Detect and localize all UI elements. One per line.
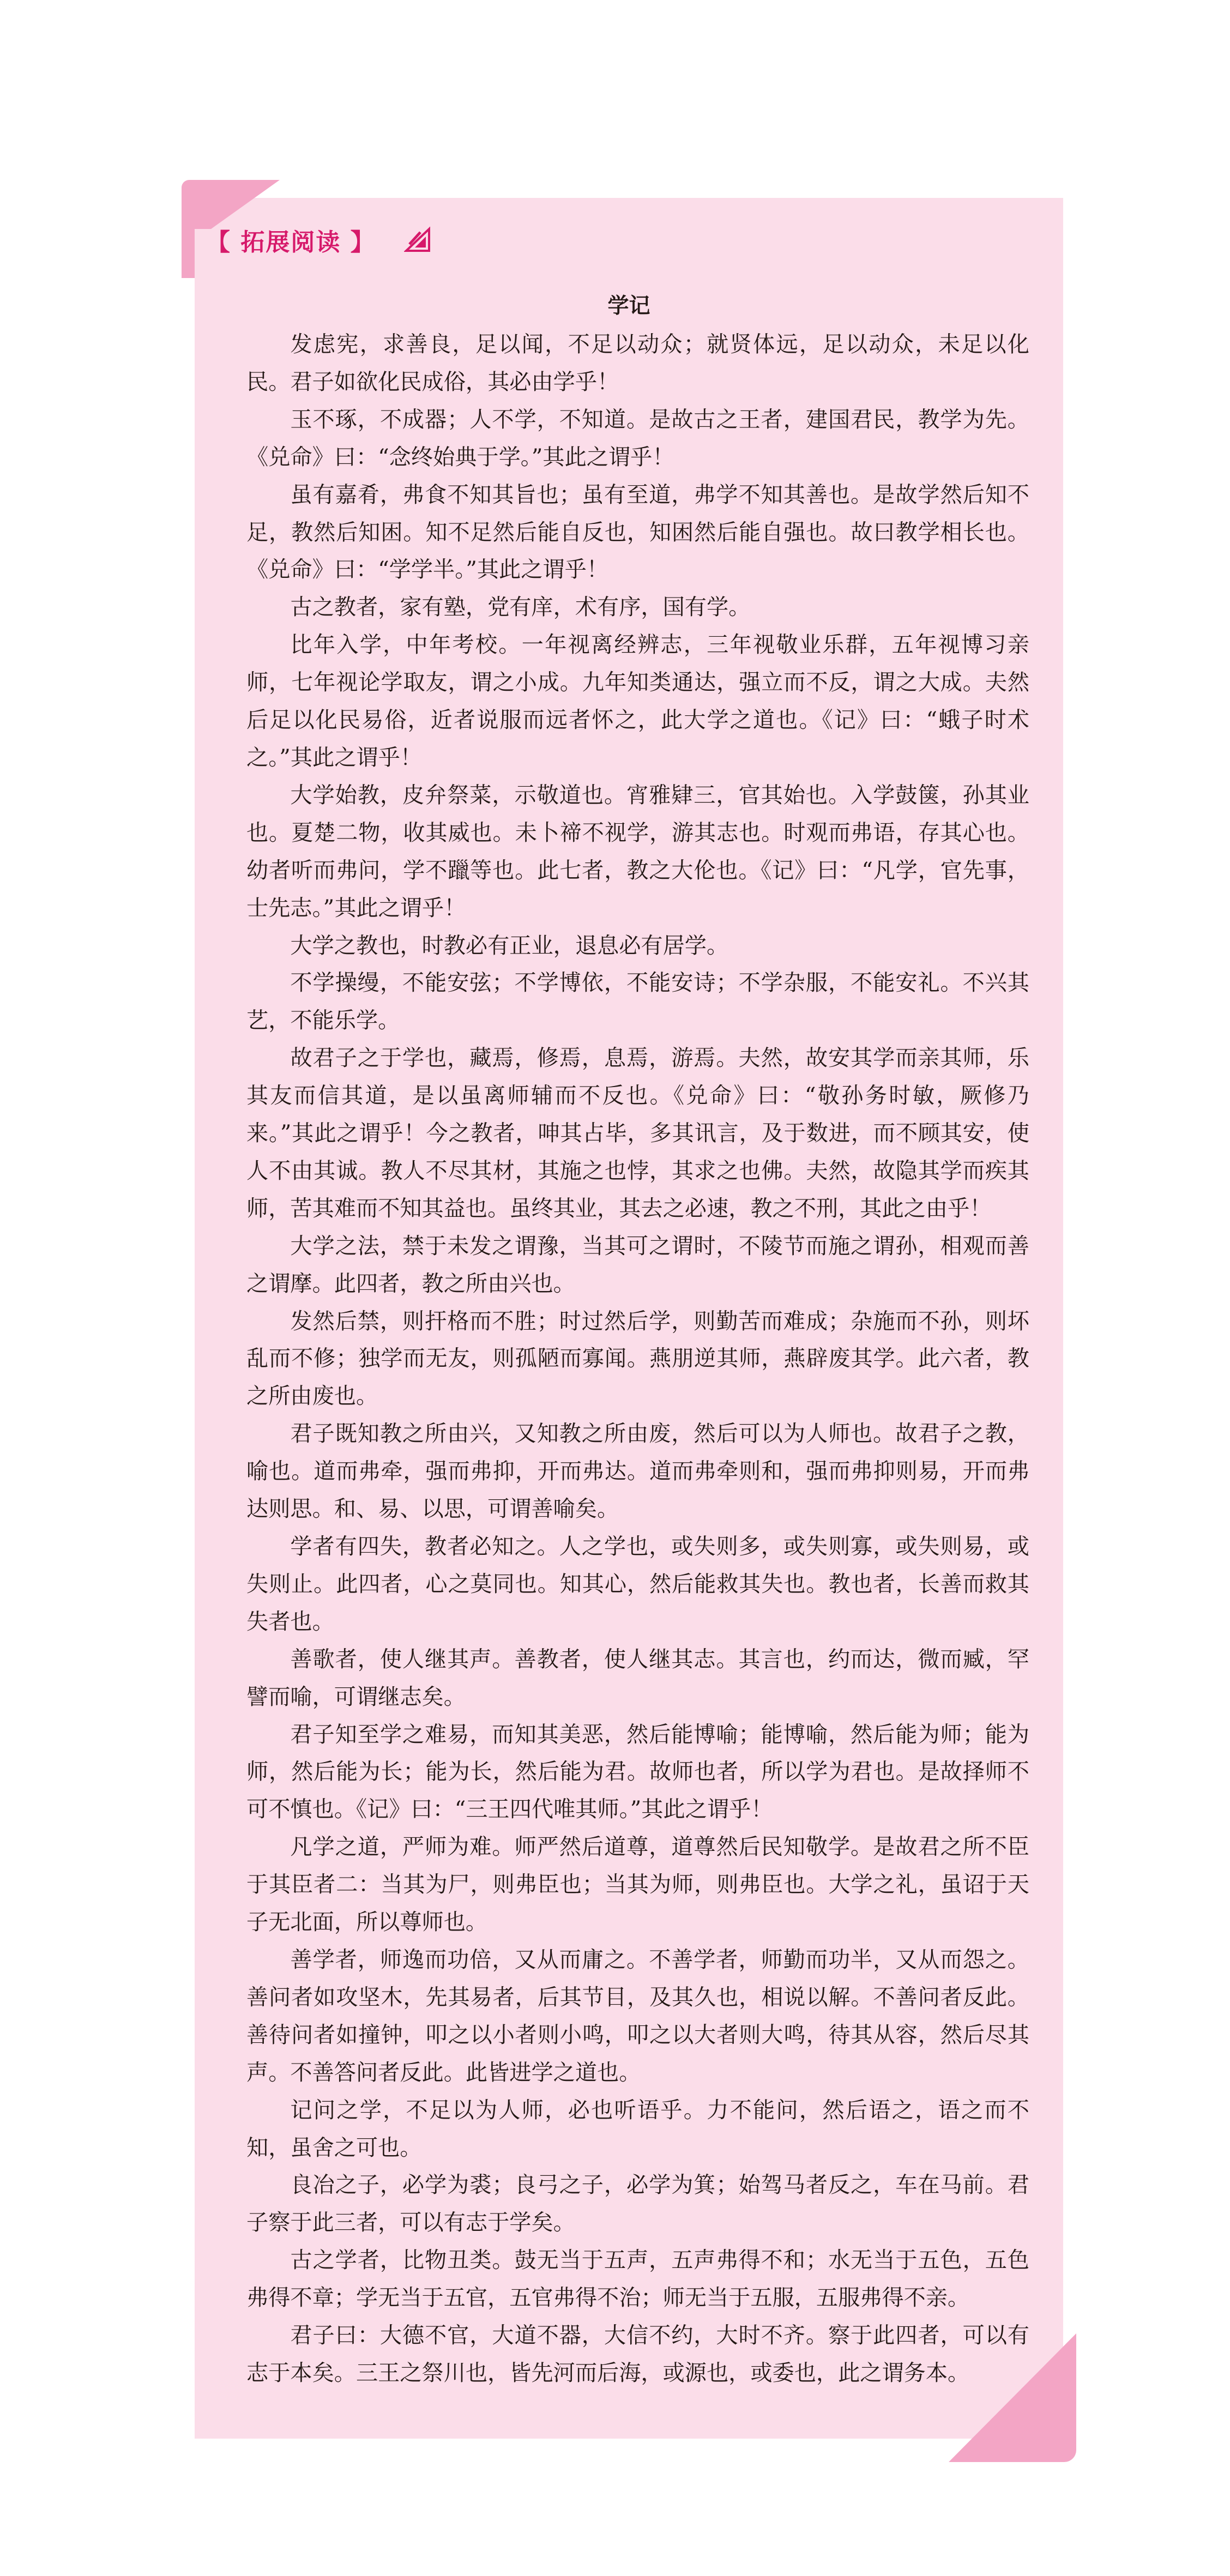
paragraph: 故君子之于学也，藏焉，修焉，息焉，游焉。夫然，故安其学而亲其师，乐其友而信其道，是以虽离师辅而不反也。《兑命》曰：“敬孙务时敏，厥修乃来。”其此之谓乎！今之教者，呻其占毕，多其讯言，及于数进，而不顾其安，使人不由其诚。教人不尽其材，其施之也悖，其求之也佛。夫然，故隐其学而疾其师，苦其难而不知其益也。虽终其业，其去之必速，教之不刑，其此之由乎！ [246,1046,1029,1221]
paragraph: 比年入学，中年考校。一年视离经辨志，三年视敬业乐群，五年视博习亲师，七年视论学取友，谓之小成。九年知类通达，强立而不反，谓之大成。夫然后足以化民易俗，近者说服而远者怀之，此大学之道也。《记》曰：“蛾子时术之。”其此之谓乎！ [246,632,1029,770]
paragraph: 良冶之子，必学为裘；良弓之子，必学为箕；始驾马者反之，车在马前。君子察于此三者，可以有志于学矣。 [246,2173,1029,2236]
paragraph: 学者有四失，教者必知之。人之学也，或失则多，或失则寡，或失则易，或失则止。此四者，心之莫同也。知其心，然后能救其失也。教也者，长善而救其失者也。 [246,1534,1029,1634]
paragraph: 大学之法，禁于未发之谓豫，当其可之谓时，不陵节而施之谓孙，相观而善之谓摩。此四者，教之所由兴也。 [246,1233,1029,1296]
paragraph: 不学操缦，不能安弦；不学博依，不能安诗；不学杂服，不能安礼。不兴其艺，不能乐学。 [246,970,1029,1034]
article-title: 学记 [607,294,650,318]
paragraph: 发然后禁，则扞格而不胜；时过然后学，则勤苦而难成；杂施而不孙，则坏乱而不修；独学而无友，则孤陋而寡闻。燕朋逆其师，燕辟废其学。此六者，教之所由废也。 [246,1308,1029,1409]
paragraph: 古之学者，比物丑类。鼓无当于五声，五声弗得不和；水无当于五色，五色弗得不章；学无当于五官，五官弗得不治；师无当于五服，五服弗得不亲。 [246,2248,1029,2311]
paragraph: 凡学之道，严师为难。师严然后道尊，道尊然后民知敬学。是故君之所不臣于其臣者二：当其为尸，则弗臣也；当其为师，则弗臣也。大学之礼，虽诏于天子无北面，所以尊师也。 [246,1835,1029,1935]
paragraph: 记问之学，不足以为人师，必也听语乎。力不能问，然后语之，语之而不知，虽舍之可也。 [246,2097,1029,2161]
paragraph: 大学之教也，时教必有正业，退息必有居学。 [290,933,729,958]
section-header [206,222,432,257]
pencil-ruler-icon [404,226,432,254]
paragraph: 君子既知教之所由兴，又知教之所由废，然后可以为人师也。故君子之教，喻也。道而弗牵，强而弗抑，开而弗达。道而弗牵则和，强而弗抑则易，开而弗达则思。和、易、以思，可谓善喻矣。 [246,1421,1029,1522]
paragraph: 玉不琢，不成器；人不学，不知道。是故古之王者，建国君民，教学为先。《兑命》曰：“念终始典于学。”其此之谓乎！ [246,407,1029,470]
paragraph: 善学者，师逸而功倍，又从而庸之。不善学者，师勤而功半，又从而怨之。善问者如攻坚木，先其易者，后其节目，及其久也，相说以解。不善问者反此。善待问者如撞钟，叩之以小者则小鸣，叩之以大者则大鸣，待其从容，然后尽其声。不善答问者反此。此皆进学之道也。 [246,1947,1029,2085]
section-label: 【 拓展阅读 】 [206,228,376,256]
paragraph: 古之教者，家有塾，党有庠，术有序，国有学。 [290,595,751,620]
paragraph: 善歌者，使人继其声。善教者，使人继其志。其言也，约而达，微而臧，罕譬而喻，可谓继志矣。 [246,1646,1029,1710]
article-body [246,326,1029,2392]
paragraph: 虽有嘉肴，弗食不知其旨也；虽有至道，弗学不知其善也。是故学然后知不足，教然后知困。知不足然后能自反也，知困然后能自强也。故曰教学相长也。《兑命》曰：“学学半。”其此之谓乎！ [246,482,1029,583]
paragraph: 大学始教，皮弁祭菜，示敬道也。宵雅肄三，官其始也。入学鼓箧，孙其业也。夏楚二物，收其威也。未卜禘不视学，游其志也。时观而弗语，存其心也。幼者听而弗问，学不躐等也。此七者，教之大伦也。《记》曰：“凡学，官先事，士先志。”其此之谓乎！ [246,782,1029,921]
paragraph: 君子曰：大德不官，大道不器，大信不约，大时不齐。察于此四者，可以有志于本矣。三王之祭川也，皆先河而后海，或源也，或委也，此之谓务本。 [246,2323,1029,2386]
paragraph: 君子知至学之难易，而知其美恶，然后能博喻；能博喻，然后能为师；能为师，然后能为长；能为长，然后能为君。故师也者，所以学为君也。是故择师不可不慎也。《记》曰：“三王四代唯其师。”其此之谓乎！ [246,1722,1029,1823]
paragraph: 发虑宪，求善良，足以闻，不足以动众；就贤体远，足以动众，未足以化民。君子如欲化民成俗，其必由学乎！ [246,332,1029,395]
